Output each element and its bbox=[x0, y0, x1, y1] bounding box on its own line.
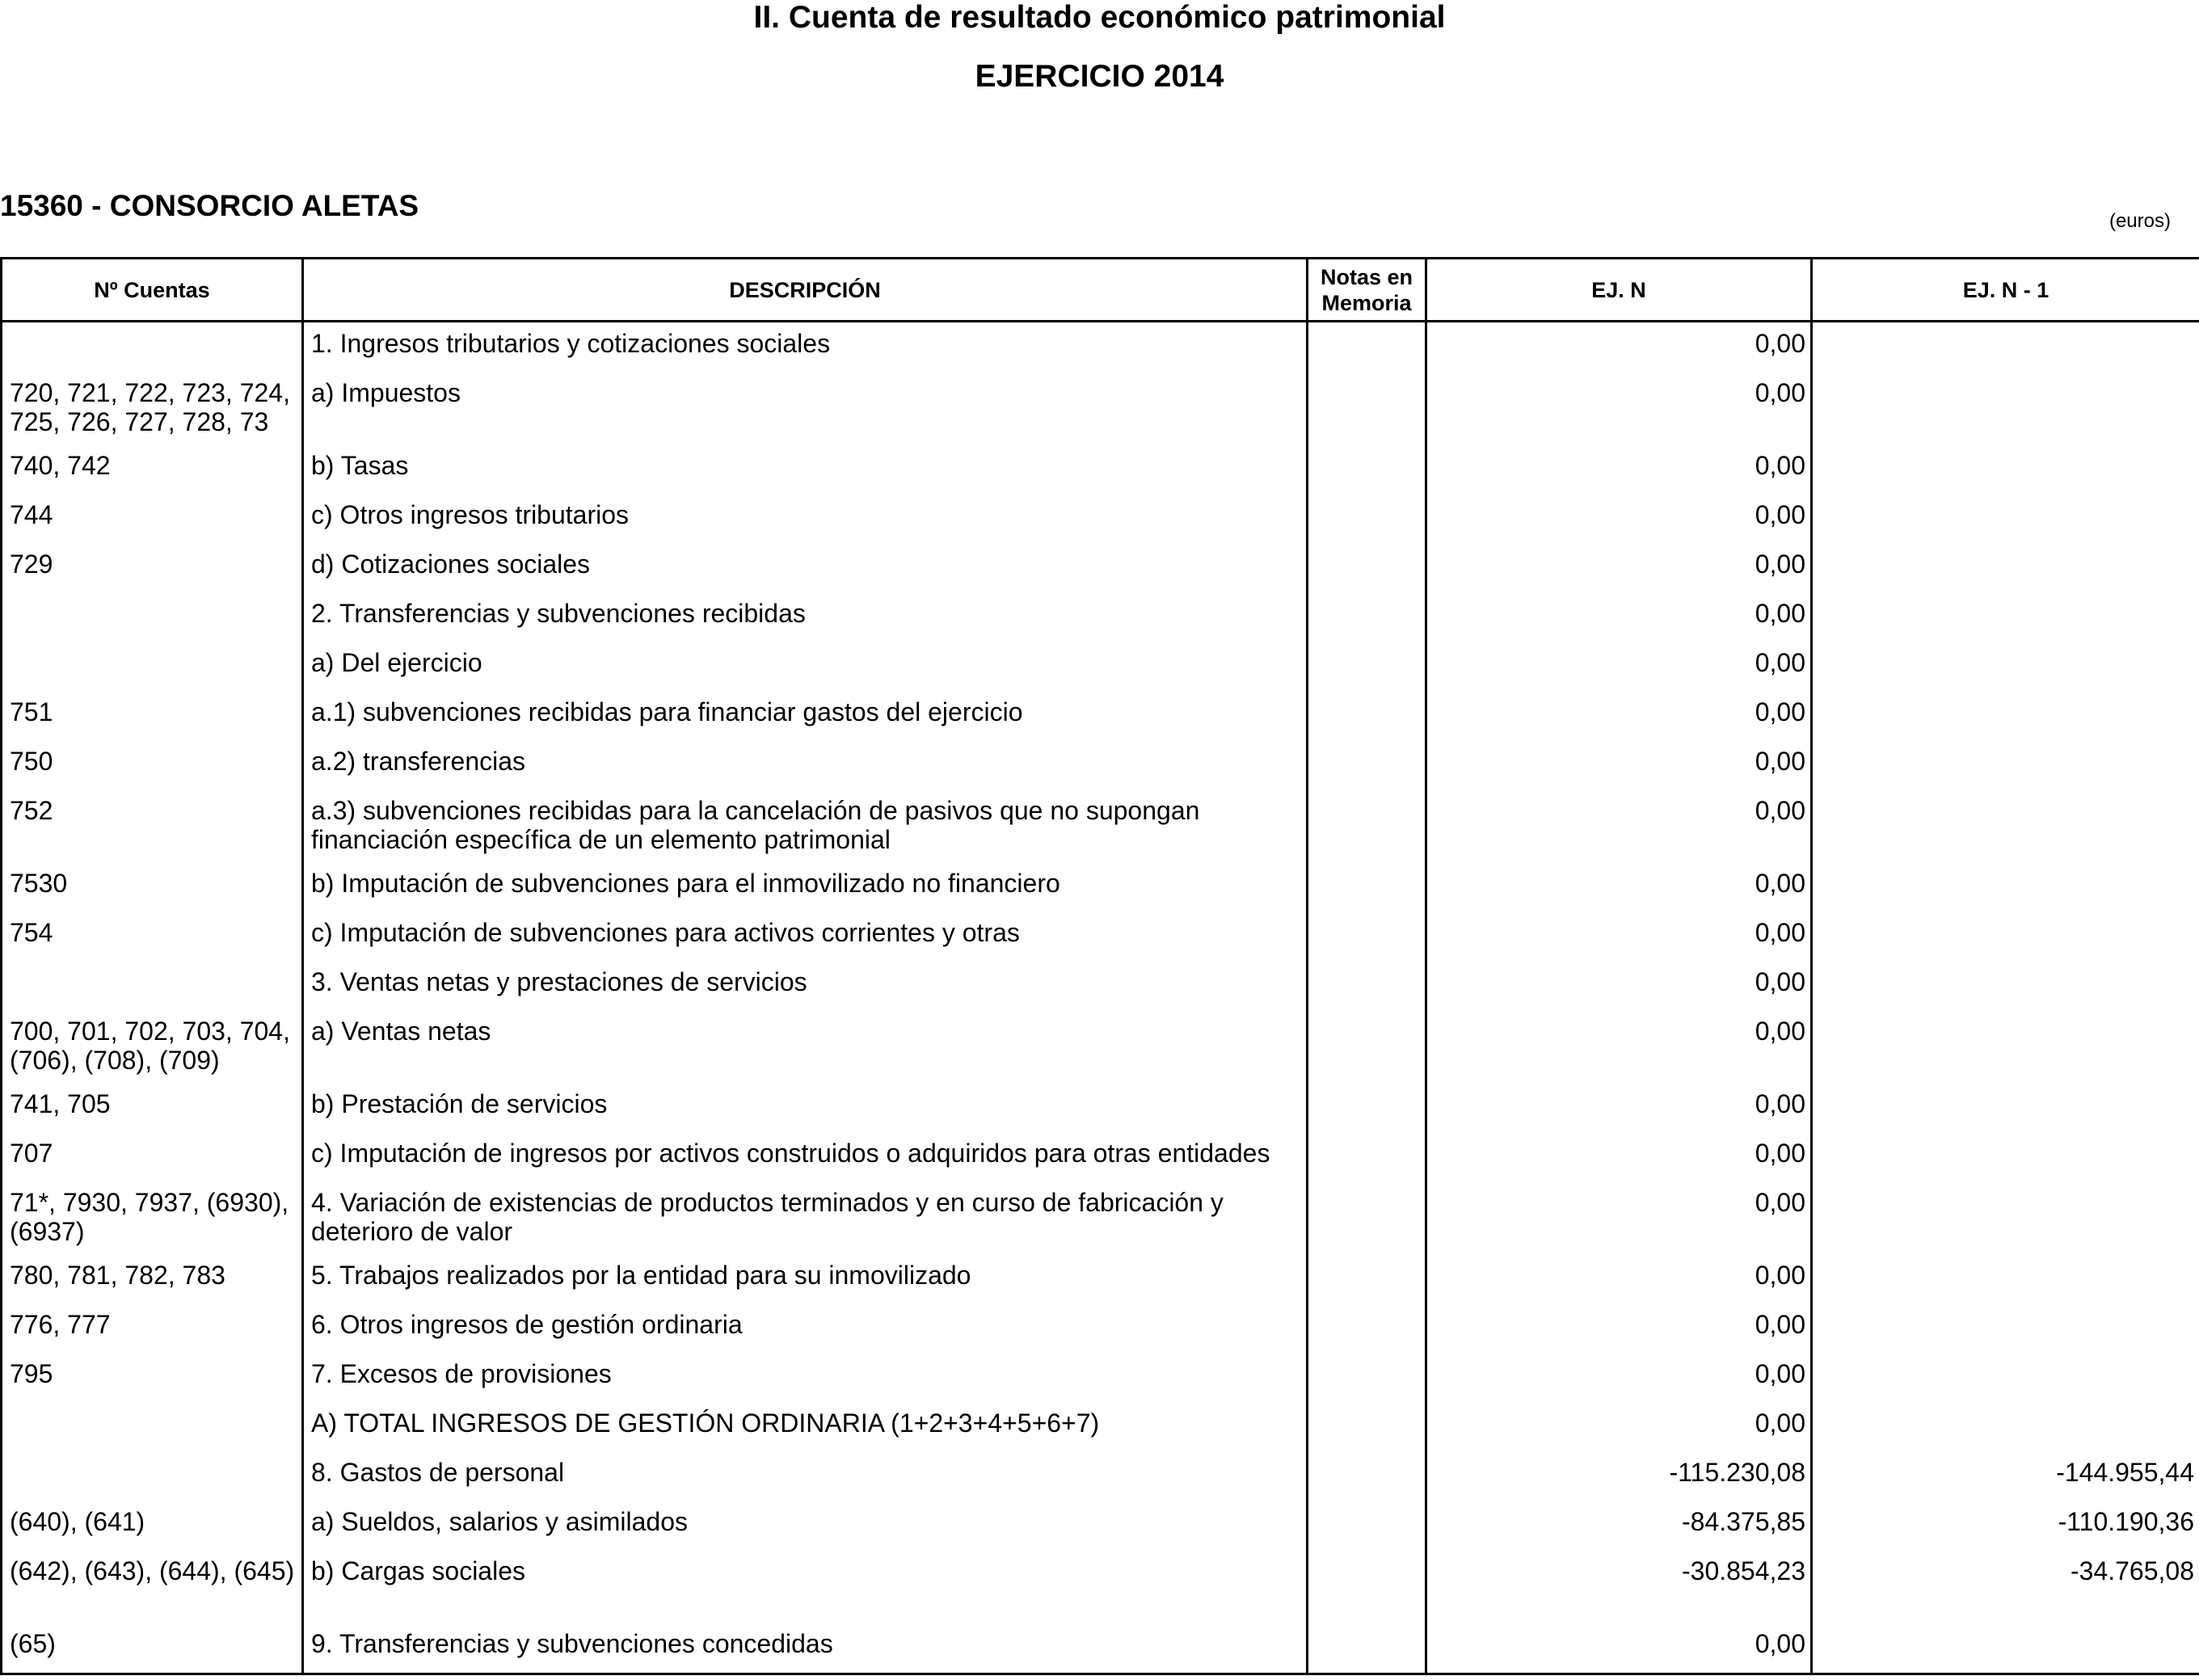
row-description: a.1) subvenciones recibidas para financiar gastos del ejercicio bbox=[303, 693, 1308, 742]
exercise-year: EJERCICIO 2014 bbox=[975, 59, 1224, 94]
current-year-amount: 0,00 bbox=[1426, 322, 1812, 374]
previous-year-amount bbox=[1812, 1624, 2199, 1674]
previous-year-amount bbox=[1812, 1305, 2199, 1354]
row-notes bbox=[1308, 1305, 1426, 1354]
row-notes bbox=[1308, 791, 1426, 864]
account-codes bbox=[2, 1453, 303, 1502]
row-description: a.3) subvenciones recibidas para la cancelación de pasivos que no supongan financiación específica de un elemento patrimonial bbox=[303, 791, 1308, 864]
table-row bbox=[2, 913, 2199, 962]
table-row bbox=[2, 1502, 2199, 1552]
row-notes bbox=[1308, 913, 1426, 962]
table-row bbox=[2, 1305, 2199, 1354]
account-codes: 740, 742 bbox=[2, 446, 303, 495]
row-notes bbox=[1308, 1084, 1426, 1134]
row-notes bbox=[1308, 594, 1426, 643]
accounts-column-header: Nº Cuentas bbox=[2, 259, 303, 322]
row-description: a) Sueldos, salarios y asimilados bbox=[303, 1502, 1308, 1552]
account-codes: 795 bbox=[2, 1354, 303, 1404]
previous-year-amount bbox=[1812, 742, 2199, 791]
account-codes: 754 bbox=[2, 913, 303, 962]
previous-year-amount bbox=[1812, 373, 2199, 446]
row-notes bbox=[1308, 1012, 1426, 1084]
row-description: 6. Otros ingresos de gestión ordinaria bbox=[303, 1305, 1308, 1354]
row-description: b) Cargas sociales bbox=[303, 1552, 1308, 1624]
table-row bbox=[2, 742, 2199, 791]
notes-header-line2: Memoria bbox=[1321, 290, 1412, 315]
row-description: b) Tasas bbox=[303, 446, 1308, 495]
previous-year-amount bbox=[1812, 1084, 2199, 1134]
row-description: a.2) transferencias bbox=[303, 742, 1308, 791]
row-description: c) Otros ingresos tributarios bbox=[303, 495, 1308, 545]
previous-year-amount: -34.765,08 bbox=[1812, 1552, 2199, 1624]
row-notes bbox=[1308, 545, 1426, 594]
previous-year-amount: -110.190,36 bbox=[1812, 1502, 2199, 1552]
row-notes bbox=[1308, 962, 1426, 1012]
current-year-amount: 0,00 bbox=[1426, 446, 1812, 495]
account-codes: 729 bbox=[2, 545, 303, 594]
row-notes bbox=[1308, 864, 1426, 913]
table-row bbox=[2, 1453, 2199, 1502]
notes-column-header bbox=[1308, 259, 1426, 322]
previous-year-amount bbox=[1812, 594, 2199, 643]
row-description: 5. Trabajos realizados por la entidad para su inmovilizado bbox=[303, 1256, 1308, 1305]
current-year-amount: 0,00 bbox=[1426, 1183, 1812, 1256]
table-row bbox=[2, 594, 2199, 643]
table-row bbox=[2, 495, 2199, 545]
table-row bbox=[2, 962, 2199, 1012]
previous-year-amount bbox=[1812, 693, 2199, 742]
table-row bbox=[2, 693, 2199, 742]
account-codes: 720, 721, 722, 723, 724, 725, 726, 727, 728, 73 bbox=[2, 373, 303, 446]
previous-year-amount bbox=[1812, 643, 2199, 693]
previous-year-amount bbox=[1812, 864, 2199, 913]
current-year-amount: 0,00 bbox=[1426, 913, 1812, 962]
previous-year-amount bbox=[1812, 1134, 2199, 1183]
row-notes bbox=[1308, 322, 1426, 374]
previous-year-amount bbox=[1812, 913, 2199, 962]
previous-year-amount bbox=[1812, 962, 2199, 1012]
row-description: c) Imputación de subvenciones para activos corrientes y otras bbox=[303, 913, 1308, 962]
account-codes bbox=[2, 1404, 303, 1453]
table-row bbox=[2, 1134, 2199, 1183]
current-year-amount: -115.230,08 bbox=[1426, 1453, 1812, 1502]
current-year-amount: 0,00 bbox=[1426, 1305, 1812, 1354]
current-year-amount: 0,00 bbox=[1426, 1134, 1812, 1183]
current-year-amount: 0,00 bbox=[1426, 373, 1812, 446]
row-notes bbox=[1308, 446, 1426, 495]
row-notes bbox=[1308, 1502, 1426, 1552]
table-row bbox=[2, 1183, 2199, 1256]
row-notes bbox=[1308, 1624, 1426, 1674]
table-header-row bbox=[2, 259, 2199, 322]
row-description: 1. Ingresos tributarios y cotizaciones sociales bbox=[303, 322, 1308, 374]
account-codes: 780, 781, 782, 783 bbox=[2, 1256, 303, 1305]
current-year-amount: 0,00 bbox=[1426, 742, 1812, 791]
account-codes: (65) bbox=[2, 1624, 303, 1674]
account-codes: 776, 777 bbox=[2, 1305, 303, 1354]
previous-year-amount bbox=[1812, 495, 2199, 545]
previous-year-amount bbox=[1812, 446, 2199, 495]
account-codes bbox=[2, 962, 303, 1012]
previous-year-amount: -144.955,44 bbox=[1812, 1453, 2199, 1502]
row-description: 4. Variación de existencias de productos terminados y en curso de fabricación y deterioro de valor bbox=[303, 1183, 1308, 1256]
account-codes bbox=[2, 643, 303, 693]
row-notes bbox=[1308, 1453, 1426, 1502]
notes-header-line1: Notas en bbox=[1320, 264, 1413, 289]
table-row bbox=[2, 322, 2199, 374]
previous-year-amount bbox=[1812, 1183, 2199, 1256]
row-notes bbox=[1308, 1354, 1426, 1404]
table-row bbox=[2, 1084, 2199, 1134]
row-notes bbox=[1308, 643, 1426, 693]
current-year-amount: -84.375,85 bbox=[1426, 1502, 1812, 1552]
account-codes bbox=[2, 594, 303, 643]
row-notes bbox=[1308, 495, 1426, 545]
previous-year-amount bbox=[1812, 1256, 2199, 1305]
current-year-amount: 0,00 bbox=[1426, 545, 1812, 594]
account-codes bbox=[2, 322, 303, 374]
current-year-amount: 0,00 bbox=[1426, 495, 1812, 545]
table-row bbox=[2, 1552, 2199, 1624]
account-codes: 751 bbox=[2, 693, 303, 742]
account-codes: 7530 bbox=[2, 864, 303, 913]
row-notes bbox=[1308, 373, 1426, 446]
account-codes: 752 bbox=[2, 791, 303, 864]
row-description: b) Imputación de subvenciones para el inmovilizado no financiero bbox=[303, 864, 1308, 913]
current-year-amount: 0,00 bbox=[1426, 1012, 1812, 1084]
row-notes bbox=[1308, 742, 1426, 791]
account-codes: (640), (641) bbox=[2, 1502, 303, 1552]
account-codes: 750 bbox=[2, 742, 303, 791]
previous-year-amount bbox=[1812, 1012, 2199, 1084]
current-year-amount: 0,00 bbox=[1426, 1404, 1812, 1453]
current-year-amount: 0,00 bbox=[1426, 962, 1812, 1012]
row-notes bbox=[1308, 1134, 1426, 1183]
table-row bbox=[2, 791, 2199, 864]
account-codes: 744 bbox=[2, 495, 303, 545]
table-row bbox=[2, 373, 2199, 446]
current-year-amount: 0,00 bbox=[1426, 594, 1812, 643]
previous-year-column-header: EJ. N - 1 bbox=[1812, 259, 2199, 322]
current-year-amount: 0,00 bbox=[1426, 1624, 1812, 1674]
row-description: 9. Transferencias y subvenciones concedidas bbox=[303, 1624, 1308, 1674]
row-notes bbox=[1308, 1256, 1426, 1305]
row-notes bbox=[1308, 1552, 1426, 1624]
table-row bbox=[2, 1354, 2199, 1404]
row-description: 7. Excesos de provisiones bbox=[303, 1354, 1308, 1404]
income-statement-table bbox=[0, 257, 2199, 1675]
current-year-amount: 0,00 bbox=[1426, 643, 1812, 693]
current-year-amount: 0,00 bbox=[1426, 864, 1812, 913]
current-year-column-header: EJ. N bbox=[1426, 259, 1812, 322]
row-description: 2. Transferencias y subvenciones recibidas bbox=[303, 594, 1308, 643]
previous-year-amount bbox=[1812, 322, 2199, 374]
row-description: a) Del ejercicio bbox=[303, 643, 1308, 693]
table-row bbox=[2, 1404, 2199, 1453]
current-year-amount: -30.854,23 bbox=[1426, 1552, 1812, 1624]
row-notes bbox=[1308, 1183, 1426, 1256]
current-year-amount: 0,00 bbox=[1426, 1354, 1812, 1404]
row-description: c) Imputación de ingresos por activos construidos o adquiridos para otras entidades bbox=[303, 1134, 1308, 1183]
row-description: a) Ventas netas bbox=[303, 1012, 1308, 1084]
row-description: b) Prestación de servicios bbox=[303, 1084, 1308, 1134]
entity-name: 15360 - CONSORCIO ALETAS bbox=[0, 189, 419, 222]
row-description: 3. Ventas netas y prestaciones de servicios bbox=[303, 962, 1308, 1012]
row-description: a) Impuestos bbox=[303, 373, 1308, 446]
table-row bbox=[2, 1256, 2199, 1305]
current-year-amount: 0,00 bbox=[1426, 693, 1812, 742]
table-row bbox=[2, 1624, 2199, 1674]
current-year-amount: 0,00 bbox=[1426, 1084, 1812, 1134]
row-notes bbox=[1308, 693, 1426, 742]
previous-year-amount bbox=[1812, 1354, 2199, 1404]
currency-units: (euros) bbox=[2108, 210, 2171, 232]
description-column-header: DESCRIPCIÓN bbox=[303, 259, 1308, 322]
row-description: d) Cotizaciones sociales bbox=[303, 545, 1308, 594]
table-row bbox=[2, 643, 2199, 693]
previous-year-amount bbox=[1812, 791, 2199, 864]
account-codes: 707 bbox=[2, 1134, 303, 1183]
account-codes: 741, 705 bbox=[2, 1084, 303, 1134]
row-description: A) TOTAL INGRESOS DE GESTIÓN ORDINARIA (1+2+3+4+5+6+7) bbox=[303, 1404, 1308, 1453]
table-row bbox=[2, 545, 2199, 594]
row-description: 8. Gastos de personal bbox=[303, 1453, 1308, 1502]
table-row bbox=[2, 864, 2199, 913]
row-notes bbox=[1308, 1404, 1426, 1453]
table-row bbox=[2, 446, 2199, 495]
table-row bbox=[2, 1012, 2199, 1084]
report-title: II. Cuenta de resultado económico patrimonial bbox=[753, 0, 1446, 35]
previous-year-amount bbox=[1812, 545, 2199, 594]
current-year-amount: 0,00 bbox=[1426, 791, 1812, 864]
previous-year-amount bbox=[1812, 1404, 2199, 1453]
account-codes: 71*, 7930, 7937, (6930), (6937) bbox=[2, 1183, 303, 1256]
account-codes: 700, 701, 702, 703, 704, (706), (708), (709) bbox=[2, 1012, 303, 1084]
account-codes: (642), (643), (644), (645) bbox=[2, 1552, 303, 1624]
current-year-amount: 0,00 bbox=[1426, 1256, 1812, 1305]
